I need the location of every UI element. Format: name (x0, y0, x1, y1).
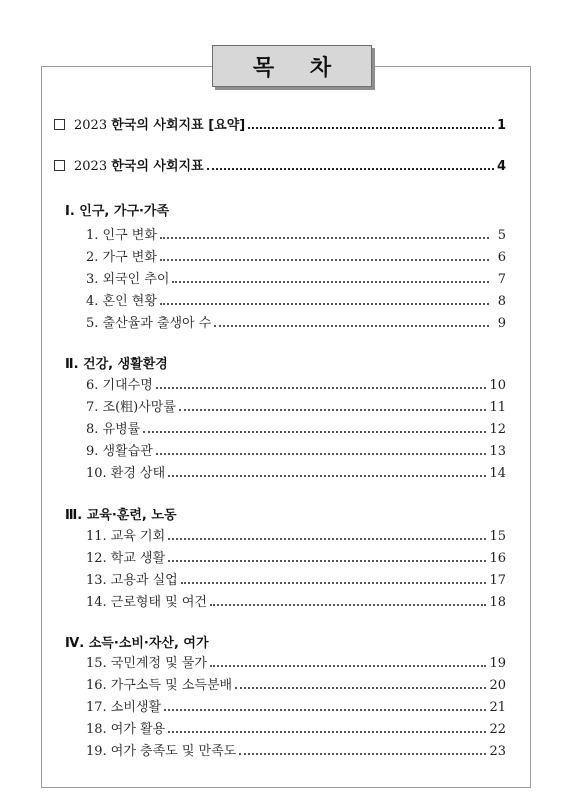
toc-item[interactable] (86, 421, 506, 439)
leader-dots (214, 325, 489, 327)
toc-item-label: 1. 인구 변화 (86, 228, 157, 243)
toc-entry-summary-page: 1 (496, 118, 506, 133)
leader-dots (168, 475, 486, 477)
toc-item-page: 21 (489, 700, 506, 715)
toc-item[interactable] (86, 572, 506, 590)
toc-item[interactable] (86, 377, 506, 395)
toc-item-label: 4. 혼인 현황 (86, 294, 157, 309)
toc-item-page: 14 (489, 466, 506, 481)
toc-item-label: 8. 유병률 (86, 422, 141, 437)
leader-dots (168, 538, 486, 540)
leader-dots (172, 281, 489, 283)
toc-item-label: 16. 가구소득 및 소득분배 (86, 678, 233, 693)
toc-item[interactable] (86, 227, 506, 245)
toc-item[interactable] (86, 594, 506, 612)
toc-item-label: 13. 고용과 실업 (86, 573, 178, 588)
toc-item-label: 9. 생활습관 (86, 444, 153, 459)
toc-item[interactable] (86, 655, 506, 673)
toc-entry-summary-text: 한국의 사회지표 [요약] (111, 118, 246, 133)
leader-dots (248, 127, 494, 129)
toc-entry-main-year: 2023 (74, 159, 108, 174)
leader-dots (160, 259, 489, 261)
toc-entry-summary[interactable] (54, 117, 506, 135)
toc-item-page: 7 (497, 272, 506, 287)
section-heading: Ⅰ. 인구, 가구·가족 (65, 204, 170, 219)
toc-item[interactable] (86, 721, 506, 739)
toc-item-page: 19 (489, 656, 506, 671)
toc-item-label: 14. 근로형태 및 여건 (86, 595, 207, 610)
leader-dots (168, 560, 486, 562)
toc-item[interactable] (86, 550, 506, 568)
page-title: 목 차 (212, 45, 372, 87)
toc-item-label: 6. 기대수명 (86, 378, 153, 393)
toc-item-page: 16 (489, 551, 506, 566)
toc-item-page: 20 (489, 678, 506, 693)
checkbox-square-icon (54, 119, 65, 130)
toc-item-page: 15 (489, 529, 506, 544)
leader-dots (164, 709, 486, 711)
toc-item-label: 2. 가구 변화 (86, 250, 157, 265)
toc-item-page: 8 (497, 294, 506, 309)
toc-item[interactable] (86, 743, 506, 761)
toc-item-page: 11 (489, 400, 506, 415)
toc-item-page: 6 (497, 250, 506, 265)
toc-item[interactable] (86, 293, 506, 311)
toc-item-label: 5. 출산율과 출생아 수 (86, 316, 212, 331)
section-heading: Ⅲ. 교육·훈련, 노동 (65, 508, 177, 523)
toc-item-page: 5 (497, 228, 506, 243)
toc-item-label: 3. 외국인 추이 (86, 272, 170, 287)
toc-entry-summary-year: 2023 (74, 118, 108, 133)
toc-entry-main-page: 4 (496, 159, 506, 174)
toc-item-label: 10. 환경 상태 (86, 466, 166, 481)
toc-item[interactable] (86, 677, 506, 695)
leader-dots (168, 731, 486, 733)
checkbox-square-icon (54, 160, 65, 171)
toc-item[interactable] (86, 465, 506, 483)
toc-item[interactable] (86, 249, 506, 267)
leader-dots (160, 303, 489, 305)
toc-item-page: 18 (489, 595, 506, 610)
toc-item-page: 10 (489, 378, 506, 393)
toc-entry-main-label (54, 158, 204, 176)
toc-item-label: 7. 조(粗)사망률 (86, 400, 176, 415)
toc-item-label: 17. 소비생활 (86, 700, 162, 715)
toc-item-page: 12 (489, 422, 506, 437)
leader-dots (143, 431, 486, 433)
toc-entry-main[interactable] (54, 158, 506, 176)
leader-dots (210, 604, 486, 606)
leader-dots (207, 168, 494, 170)
leader-dots (239, 753, 486, 755)
toc-item[interactable] (86, 315, 506, 333)
toc-item-label: 15. 국민계정 및 물가 (86, 656, 207, 671)
toc-item-page: 17 (489, 573, 506, 588)
toc-item-page: 23 (489, 744, 506, 759)
toc-item[interactable] (86, 399, 506, 417)
toc-item-label: 12. 학교 생활 (86, 551, 166, 566)
leader-dots (160, 237, 489, 239)
toc-entry-main-text: 한국의 사회지표 (111, 159, 204, 174)
section-heading: Ⅱ. 건강, 생활환경 (65, 357, 168, 372)
leader-dots (181, 582, 487, 584)
toc-item-page: 9 (497, 316, 506, 331)
toc-entry-summary-label (54, 117, 245, 135)
toc-item-label: 19. 여가 충족도 및 만족도 (86, 744, 237, 759)
leader-dots (179, 409, 487, 411)
section-heading: Ⅳ. 소득·소비·자산, 여가 (65, 636, 209, 651)
leader-dots (156, 453, 487, 455)
toc-item[interactable] (86, 528, 506, 546)
toc-item[interactable] (86, 699, 506, 717)
leader-dots (156, 387, 487, 389)
toc-item-label: 11. 교육 기회 (86, 529, 166, 544)
toc-item-page: 22 (489, 722, 506, 737)
leader-dots (210, 665, 486, 667)
toc-item-label: 18. 여가 활용 (86, 722, 166, 737)
toc-item[interactable] (86, 443, 506, 461)
leader-dots (235, 687, 486, 689)
toc-item[interactable] (86, 271, 506, 289)
toc-item-page: 13 (489, 444, 506, 459)
